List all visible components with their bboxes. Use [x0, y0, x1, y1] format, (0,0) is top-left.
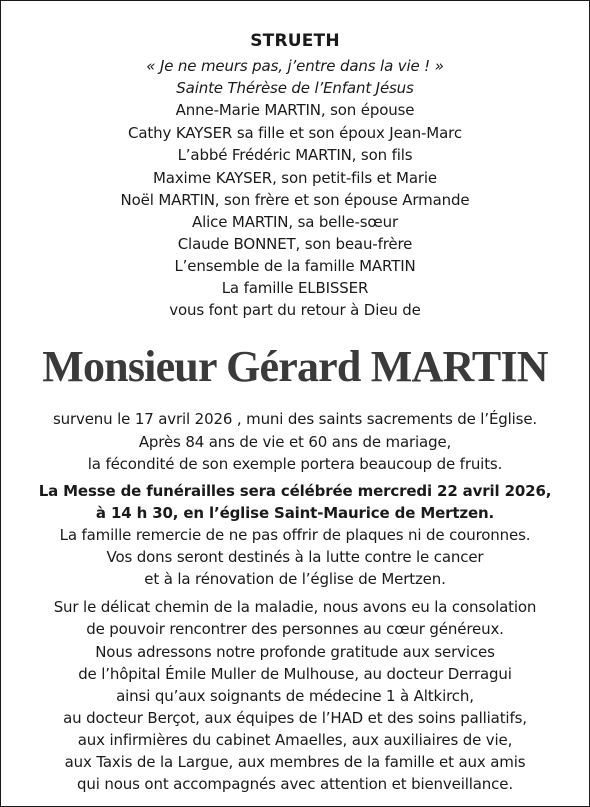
mourner-line: Anne-Marie MARTIN, son épouse — [175, 101, 415, 119]
mourner-line: Maxime KAYSER, son petit-fils et Marie — [152, 169, 437, 187]
thanks-line: qui nous ont accompagnés avec attention et bienveillance. — [77, 775, 513, 793]
details-line: Après 84 ans de vie et 60 ans de mariage, — [138, 433, 452, 451]
mourner-line: La famille ELBISSER — [221, 279, 369, 297]
donations-line: Vos dons seront destinés à la lutte contre le cancer — [106, 548, 484, 566]
donations-line: et à la rénovation de l’église de Mertzen. — [144, 570, 446, 588]
donations-line: La famille remercie de ne pas offrir de plaques ni de couronnes. — [59, 526, 531, 544]
thanks-line: ainsi qu’aux soignants de médecine 1 à Altkirch, — [116, 687, 474, 705]
details-line: la fécondité de son exemple portera beaucoup de fruits. — [87, 455, 503, 473]
mourner-line: Alice MARTIN, sa belle-sœur — [191, 213, 398, 231]
mourner-line: Cathy KAYSER sa fille et son époux Jean-Marc — [128, 124, 462, 142]
family-name-heading: STRUETH — [250, 31, 340, 51]
details-line: survenu le 17 avril 2026 , muni des saints sacrements de l’Église. — [52, 410, 538, 428]
thanks-line: Sur le délicat chemin de la maladie, nous avons eu la consolation — [53, 598, 537, 616]
mourner-line: Noël MARTIN, son frère et son épouse Armande — [120, 191, 470, 209]
quote-author: Sainte Thérèse de l’Enfant Jésus — [176, 79, 414, 97]
announcement-line: vous font part du retour à Dieu de — [169, 301, 421, 319]
mass-announcement-line: à 14 h 30, en l’église Saint-Maurice de Mertzen. — [95, 504, 495, 522]
thanks-line: de pouvoir rencontrer des personnes au cœur généreux. — [86, 620, 504, 638]
thanks-line: aux infirmières du cabinet Amaelles, aux auxiliaires de vie, — [77, 731, 513, 749]
thanks-line: Nous adressons notre profonde gratitude aux services — [95, 643, 495, 661]
thanks-line: au docteur Berçot, aux équipes de l’HAD et des soins palliatifs, — [63, 709, 527, 727]
thanks-line: de l’hôpital Émile Muller de Mulhouse, au docteur Derragui — [78, 665, 512, 683]
mourner-line: L’abbé Frédéric MARTIN, son fils — [177, 146, 413, 164]
mass-announcement-line: La Messe de funérailles sera célébrée mercredi 22 avril 2026, — [38, 482, 552, 500]
mourner-line: Claude BONNET, son beau-frère — [177, 235, 413, 253]
thanks-line: aux Taxis de la Largue, aux membres de la famille et aux amis — [64, 753, 526, 771]
mourner-line: L’ensemble de la famille MARTIN — [174, 257, 416, 275]
quote-text: « Je ne meurs pas, j’entre dans la vie ! » — [146, 57, 444, 75]
deceased-name: Monsieur Gérard MARTIN — [42, 342, 548, 391]
